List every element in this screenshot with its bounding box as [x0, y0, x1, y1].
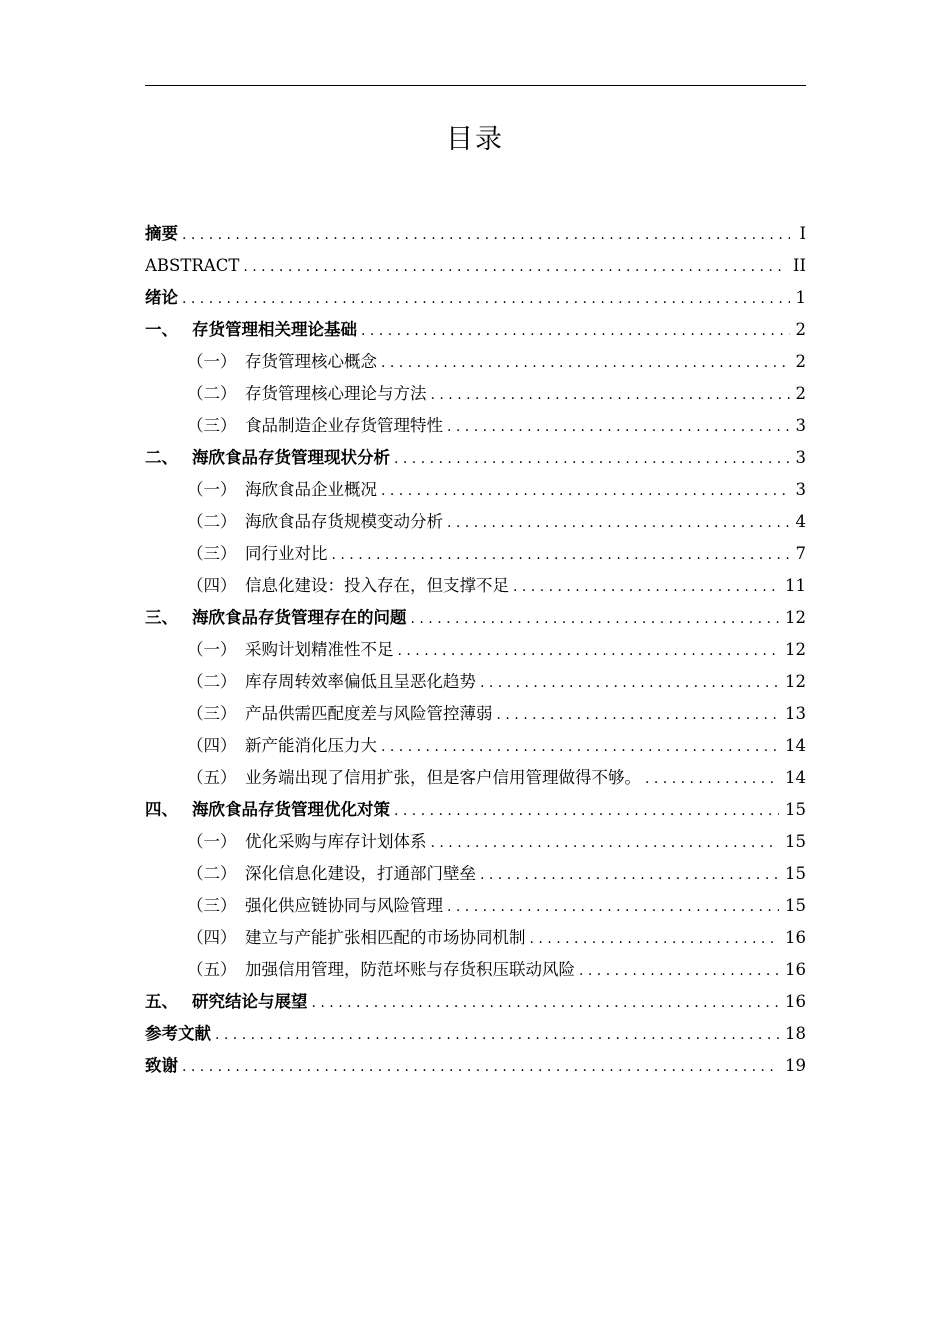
toc-entry-number: （一）: [187, 832, 237, 851]
toc-entry-page: 16: [785, 960, 806, 979]
dot-leader: [361, 315, 790, 347]
toc-entry-page: 15: [785, 864, 806, 883]
toc-entry[interactable]: [145, 474, 806, 506]
toc-entry-page: 4: [795, 512, 806, 531]
toc-entry-title: 存货管理相关理论基础: [192, 320, 357, 339]
toc-entry-page: 3: [795, 448, 806, 467]
toc-entry-title: 海欣食品存货管理优化对策: [192, 800, 390, 819]
dot-leader: [447, 411, 790, 443]
dot-leader: [394, 443, 790, 475]
toc-entry-page: 3: [795, 416, 806, 435]
toc-entry[interactable]: [145, 314, 806, 346]
toc-entry[interactable]: [145, 442, 806, 474]
dot-leader: [243, 251, 787, 283]
dot-leader: [645, 763, 779, 795]
toc-entry-title: 同行业对比: [245, 544, 328, 563]
toc-entry-number: （一）: [187, 640, 237, 659]
toc-entry-number: （五）: [187, 768, 237, 787]
toc-entry[interactable]: [145, 730, 806, 762]
dot-leader: [497, 699, 780, 731]
toc-entry-title: 新产能消化压力大: [245, 736, 377, 755]
toc-entry[interactable]: [145, 410, 806, 442]
toc-entry-title: 食品制造企业存货管理特性: [245, 416, 443, 435]
toc-entry-title: 海欣食品企业概况: [245, 480, 377, 499]
toc-entry-number: （三）: [187, 896, 237, 915]
toc-entry-number: （四）: [187, 576, 237, 595]
toc-entry-title: 加强信用管理，防范坏账与存货积压联动风险: [245, 960, 575, 979]
toc-entry[interactable]: [145, 538, 806, 570]
dot-leader: [381, 731, 779, 763]
toc-entry-title: 绪论: [145, 288, 178, 307]
dot-leader: [579, 955, 779, 987]
toc-entry-number: （二）: [187, 864, 237, 883]
toc-entry-number: （二）: [187, 672, 237, 691]
dot-leader: [411, 603, 780, 635]
toc-entry[interactable]: [145, 378, 806, 410]
toc-entry-number: （二）: [187, 512, 237, 531]
dot-leader: [447, 891, 779, 923]
toc-entry[interactable]: [145, 570, 806, 602]
toc-entry[interactable]: [145, 666, 806, 698]
toc-entry[interactable]: [145, 506, 806, 538]
dot-leader: [182, 283, 790, 315]
toc-entry-title: 强化供应链协同与风险管理: [245, 896, 443, 915]
toc-entry-title: 建立与产能扩张相匹配的市场协同机制: [245, 928, 526, 947]
toc-entry-title: 摘要: [145, 224, 178, 243]
dot-leader: [398, 635, 780, 667]
toc-entry-page: 3: [795, 480, 806, 499]
toc-entry[interactable]: [145, 890, 806, 922]
toc-entry[interactable]: [145, 250, 806, 282]
toc-entry-page: 1: [795, 288, 806, 307]
toc-entry-title: 业务端出现了信用扩张，但是客户信用管理做得不够。: [245, 768, 641, 787]
toc-entry-number: （三）: [187, 544, 237, 563]
toc-entry-number: （四）: [187, 736, 237, 755]
toc-entry-page: 2: [795, 352, 806, 371]
toc-entry-page: 2: [795, 320, 806, 339]
toc-entry-page: 15: [785, 800, 806, 819]
toc-entry-page: 7: [795, 544, 806, 563]
dot-leader: [513, 571, 779, 603]
toc-entry[interactable]: [145, 858, 806, 890]
toc-entry-page: 14: [785, 736, 806, 755]
dot-leader: [381, 475, 790, 507]
toc-entry-number: 三、: [145, 608, 178, 627]
header-rule: [145, 85, 806, 86]
toc-entry[interactable]: [145, 346, 806, 378]
toc-entry[interactable]: [145, 826, 806, 858]
toc-entry[interactable]: [145, 1050, 806, 1082]
dot-leader: [381, 347, 790, 379]
toc-entry-page: 18: [785, 1024, 806, 1043]
toc-entry-title: 海欣食品存货管理存在的问题: [192, 608, 407, 627]
toc-entry-number: （五）: [187, 960, 237, 979]
dot-leader: [431, 827, 780, 859]
toc-entry-page: 15: [785, 832, 806, 851]
toc-entry-title: 采购计划精准性不足: [245, 640, 394, 659]
toc-entry-page: 2: [795, 384, 806, 403]
toc-entry[interactable]: [145, 634, 806, 666]
toc-entry-page: 15: [785, 896, 806, 915]
toc-entry[interactable]: [145, 282, 806, 314]
dot-leader: [394, 795, 779, 827]
toc-entry-title: 参考文献: [145, 1024, 211, 1043]
dot-leader: [447, 507, 790, 539]
toc-entry[interactable]: [145, 698, 806, 730]
toc-entry-page: 19: [785, 1056, 806, 1075]
toc-entry-page: II: [792, 256, 806, 275]
toc-entry[interactable]: [145, 1018, 806, 1050]
toc-title: 目录: [446, 124, 504, 155]
toc-entry[interactable]: [145, 602, 806, 634]
toc-list: [145, 218, 806, 1082]
toc-entry-number: （二）: [187, 384, 237, 403]
dot-leader: [182, 219, 790, 251]
toc-entry-title: 深化信息化建设，打通部门壁垒: [245, 864, 476, 883]
toc-entry[interactable]: [145, 954, 806, 986]
toc-entry[interactable]: [145, 986, 806, 1018]
toc-entry-number: 一、: [145, 320, 178, 339]
toc-entry-number: 四、: [145, 800, 178, 819]
toc-entry-title: 海欣食品存货管理现状分析: [192, 448, 390, 467]
toc-entry-number: （一）: [187, 352, 237, 371]
toc-entry-number: （三）: [187, 704, 237, 723]
dot-leader: [182, 1051, 779, 1083]
toc-entry-title: 产品供需匹配度差与风险管控薄弱: [245, 704, 493, 723]
toc-entry-page: I: [799, 224, 806, 243]
dot-leader: [215, 1019, 779, 1051]
toc-entry-title: 研究结论与展望: [192, 992, 308, 1011]
toc-entry[interactable]: [145, 218, 806, 250]
toc-entry-number: 五、: [145, 992, 178, 1011]
toc-entry-title: 海欣食品存货规模变动分析: [245, 512, 443, 531]
toc-entry-page: 14: [785, 768, 806, 787]
toc-entry-title: 存货管理核心理论与方法: [245, 384, 427, 403]
dot-leader: [431, 379, 790, 411]
dot-leader: [332, 539, 790, 571]
dot-leader: [530, 923, 780, 955]
dot-leader: [480, 667, 779, 699]
toc-entry-page: 16: [785, 928, 806, 947]
toc-entry-page: 12: [785, 640, 806, 659]
toc-entry-page: 13: [785, 704, 806, 723]
toc-entry-page: 12: [785, 672, 806, 691]
toc-entry-title: 信息化建设：投入存在，但支撑不足: [245, 576, 509, 595]
toc-entry[interactable]: [145, 762, 806, 794]
toc-entry-title: ABSTRACT: [145, 256, 240, 275]
toc-entry-number: （一）: [187, 480, 237, 499]
dot-leader: [480, 859, 779, 891]
toc-entry-number: 二、: [145, 448, 178, 467]
toc-entry-title: 存货管理核心概念: [245, 352, 377, 371]
toc-entry[interactable]: [145, 794, 806, 826]
toc-entry-title: 致谢: [145, 1056, 178, 1075]
toc-entry-page: 16: [785, 992, 806, 1011]
toc-entry-page: 12: [785, 608, 806, 627]
toc-entry-page: 11: [785, 576, 806, 595]
toc-entry-title: 优化采购与库存计划体系: [245, 832, 427, 851]
toc-entry[interactable]: [145, 922, 806, 954]
toc-entry-number: （三）: [187, 416, 237, 435]
dot-leader: [312, 987, 780, 1019]
toc-entry-title: 库存周转效率偏低且呈恶化趋势: [245, 672, 476, 691]
toc-entry-number: （四）: [187, 928, 237, 947]
